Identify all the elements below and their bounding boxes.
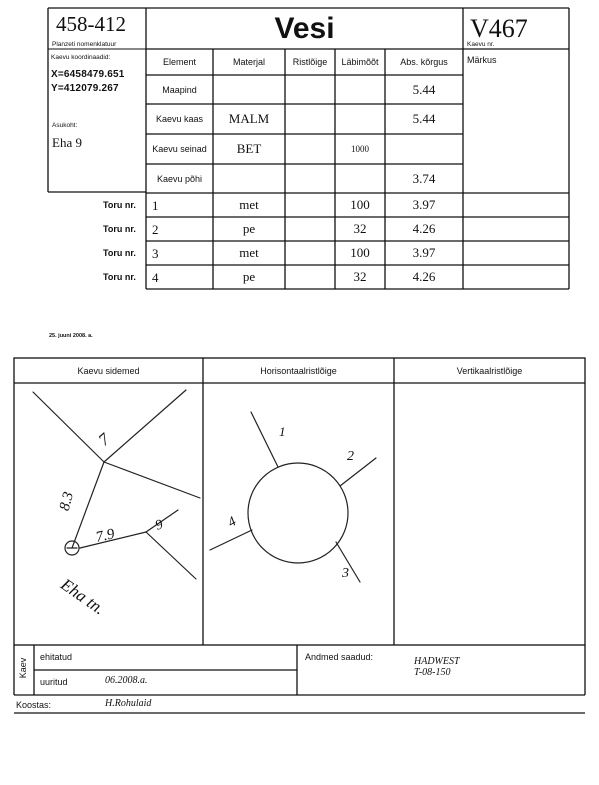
page-title: Vesi <box>274 11 335 45</box>
table-row-material: BET <box>236 141 262 156</box>
table-row-diameter <box>335 104 385 134</box>
pipe-number: 3 <box>152 246 159 261</box>
horizontal-section-sketch <box>210 412 376 582</box>
data-from-value: HADWEST <box>414 656 460 667</box>
date-note: 25. juuni 2008. a. <box>49 333 93 339</box>
table-row-diameter <box>335 164 385 193</box>
nomenclature-label: Planzeti nomenklatuur <box>52 41 117 48</box>
table-row-abs: 3.74 <box>412 170 436 186</box>
pipe-label: Toru nr. <box>103 224 136 234</box>
pipe-number-label: 3 <box>342 566 349 581</box>
pipe-diameter: 32 <box>353 269 367 284</box>
sketch-header-horizontal: Horisontaalristlõige <box>260 365 337 376</box>
pipe-abs: 3.97 <box>412 197 436 212</box>
table-row-abs: 5.44 <box>412 111 436 126</box>
sketch-header-connections: Kaevu sidemed <box>77 365 140 376</box>
coords-label: Kaevu koordinaadid: <box>51 54 111 61</box>
sketch-header-vertical: Vertikaalristlõige <box>456 365 523 376</box>
table-row-element: Kaevu põhi <box>156 173 203 184</box>
table-row-diameter <box>335 75 385 104</box>
table-row-element: Kaevu kaas <box>155 114 204 124</box>
pipe-label: Toru nr. <box>103 200 136 210</box>
well-number-label: Kaevu nr. <box>467 41 495 48</box>
pipe-diameter: 32 <box>353 221 367 236</box>
sketch-distance-label: 9 <box>153 517 166 534</box>
pipe-abs: 3.97 <box>412 245 436 260</box>
data-from-ref: T-08-150 <box>414 667 451 678</box>
col-cross-section: Ristlõige <box>292 57 328 67</box>
street-label: Eha tn. <box>57 574 109 619</box>
pipe-number-label: 4 <box>225 514 240 531</box>
built-label: ehitatud <box>40 652 73 662</box>
pipe-material: met <box>239 197 259 212</box>
col-notes: Märkus <box>467 55 497 65</box>
well-side-label: Kaev <box>18 657 28 679</box>
data-from-label: Andmed saadud: <box>305 652 374 662</box>
pipe-label: Toru nr. <box>103 248 136 258</box>
pipe-number-label: 2 <box>347 449 354 464</box>
sketch-distance-label: 8.3 <box>56 490 78 513</box>
pipe-number: 4 <box>152 270 159 285</box>
pipe-material: pe <box>242 221 256 236</box>
pipe-label: Toru nr. <box>103 272 136 282</box>
location-label: Asukoht: <box>52 122 78 129</box>
connections-sketch <box>33 390 200 579</box>
col-abs-height: Abs. kõrgus <box>400 57 448 67</box>
table-row-material: MALM <box>228 111 270 126</box>
table-row-diameter: 1000 <box>351 144 369 154</box>
x-coordinate: X=6458479.651 <box>51 69 125 80</box>
pipe-number: 1 <box>152 198 159 213</box>
table-row-element: Maapind <box>162 84 197 95</box>
pipe-number-label: 1 <box>279 424 286 439</box>
pipe-abs: 4.26 <box>412 221 436 236</box>
table-row-material <box>213 75 285 104</box>
y-coordinate: Y=412079.267 <box>51 83 119 94</box>
compiled-label: Koostas: <box>16 700 52 710</box>
surveyed-value: 06.2008.a. <box>105 675 148 686</box>
col-material: Materjal <box>232 57 265 67</box>
table-row-abs <box>385 134 463 164</box>
col-element: Element <box>162 57 197 67</box>
pipe-abs: 4.26 <box>412 269 436 284</box>
table-row-material <box>213 164 285 193</box>
pipe-diameter: 100 <box>350 245 370 260</box>
well-number-value: V467 <box>470 14 528 43</box>
table-row-abs: 5.44 <box>412 81 436 97</box>
pipe-diameter: 100 <box>350 197 370 212</box>
location-value: Eha 9 <box>52 135 82 150</box>
nomenclature-value: 458-412 <box>56 12 126 36</box>
compiled-value: H.Rohulaid <box>105 698 152 709</box>
table-row-element: Kaevu seinad <box>152 144 207 154</box>
sketch-distance-label: 7.9 <box>94 526 117 546</box>
sketch-distance-label: 7 <box>94 429 114 450</box>
pipe-number: 2 <box>152 222 159 237</box>
surveyed-label: uuritud <box>40 677 68 687</box>
pipe-material: met <box>239 245 259 260</box>
col-diameter: Läbimõõt <box>341 57 379 67</box>
pipe-material: pe <box>242 269 256 284</box>
